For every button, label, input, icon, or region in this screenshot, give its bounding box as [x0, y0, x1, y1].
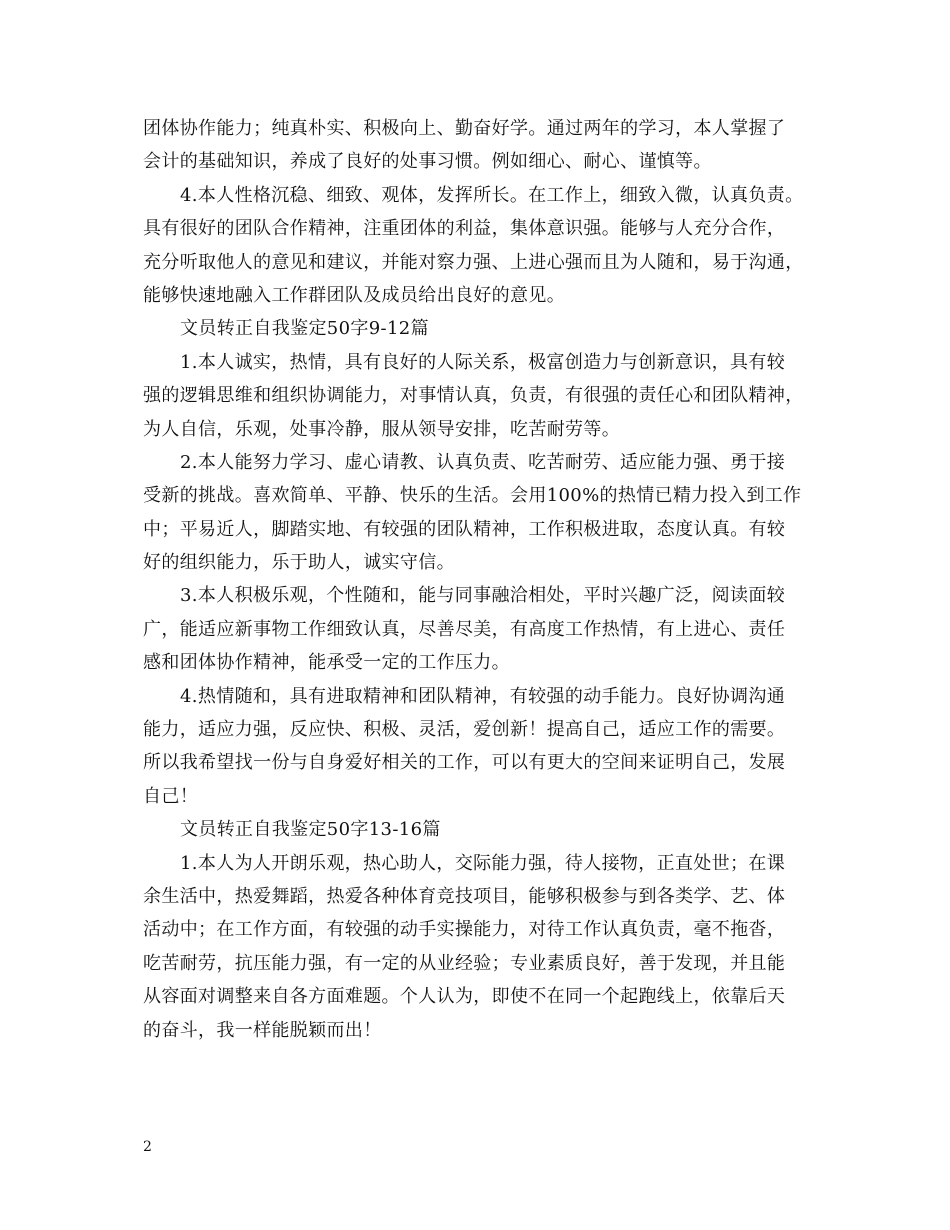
- text-line: 能够快速地融入工作群团队及成员给出良好的意见。: [143, 284, 566, 306]
- text-line: 中；平易近人，脚踏实地、有较强的团队精神，工作积极进取，态度认真。有较: [143, 518, 786, 540]
- text-line: 从容面对调整来自各方面难题。个人认为，即使不在同一个起跑线上，依靠后天: [143, 986, 786, 1008]
- text-line: 充分听取他人的意见和建议，并能对察力强、上进心强而且为人随和，易于沟通，: [143, 251, 804, 273]
- text-line: 余生活中，热爱舞蹈，热爱各种体育竞技项目，能够积极参与到各类学、艺、体: [143, 885, 786, 907]
- page-number: 2: [143, 1139, 152, 1155]
- text-line: 团体协作能力；纯真朴实、积极向上、勤奋好学。通过两年的学习，本人掌握了: [143, 118, 786, 139]
- paragraph-start: 3.本人积极乐观，个性随和，能与同事融洽相处，平时兴趣广泛，阅读面较: [180, 585, 786, 607]
- text-line: 所以我希望找一份与自身爱好相关的工作，可以有更大的空间来证明自己，发展: [143, 752, 786, 774]
- paragraph-start: 1.本人诚实，热情，具有良好的人际关系，极富创造力与创新意识，具有较: [180, 351, 786, 373]
- text-line: 吃苦耐劳，抗压能力强，有一定的从业经验；专业素质良好，善于发现，并且能: [143, 952, 786, 974]
- document-body: [143, 112, 823, 1047]
- text-line: 能力，适应力强，反应快、积极、灵活，爱创新！提高自己，适应工作的需要。: [143, 719, 786, 741]
- text-line: 会计的基础知识，养成了良好的处事习惯。例如细心、耐心、谨慎等。: [143, 151, 712, 173]
- text-line: 自己！: [143, 785, 199, 807]
- paragraph-start: 4.热情随和，具有进取精神和团队精神，有较强的动手能力。良好协调沟通: [180, 685, 786, 707]
- text-line: 受新的挑战。喜欢简单、平静、快乐的生活。会用100%的热情已精力投入到工作: [143, 485, 802, 507]
- text-line: 好的组织能力，乐于助人，诚实守信。: [143, 552, 455, 574]
- text-line: 强的逻辑思维和组织协调能力，对事情认真，负责，有很强的责任心和团队精神，: [143, 385, 804, 407]
- text-line: 为人自信，乐观，处事冷静，服从领导安排，吃苦耐劳等。: [143, 418, 621, 440]
- paragraph-start: 4.本人性格沉稳、细致、观体，发挥所长。在工作上，细致入微，认真负责。: [180, 184, 804, 206]
- section-heading: 文员转正自我鉴定50字9-12篇: [180, 318, 429, 340]
- text-line: 活动中；在工作方面，有较强的动手实操能力，对待工作认真负责，毫不拖沓，: [143, 919, 786, 941]
- section-heading: 文员转正自我鉴定50字13-16篇: [180, 819, 441, 841]
- text-line: 的奋斗，我一样能脱颖而出！: [143, 1019, 382, 1041]
- text-line: 广，能适应新事物工作细致认真，尽善尽美，有高度工作热情，有上进心、责任: [143, 618, 786, 640]
- text-line: 具有很好的团队合作精神，注重团体的利益，集体意识强。能够与人充分合作，: [143, 218, 786, 240]
- paragraph-start: 2.本人能努力学习、虚心请教、认真负责、吃苦耐劳、适应能力强、勇于接: [180, 451, 786, 473]
- paragraph-start: 1.本人为人开朗乐观，热心助人，交际能力强，待人接物，正直处世；在课: [180, 852, 786, 874]
- text-line: 感和团体协作精神，能承受一定的工作压力。: [143, 652, 510, 674]
